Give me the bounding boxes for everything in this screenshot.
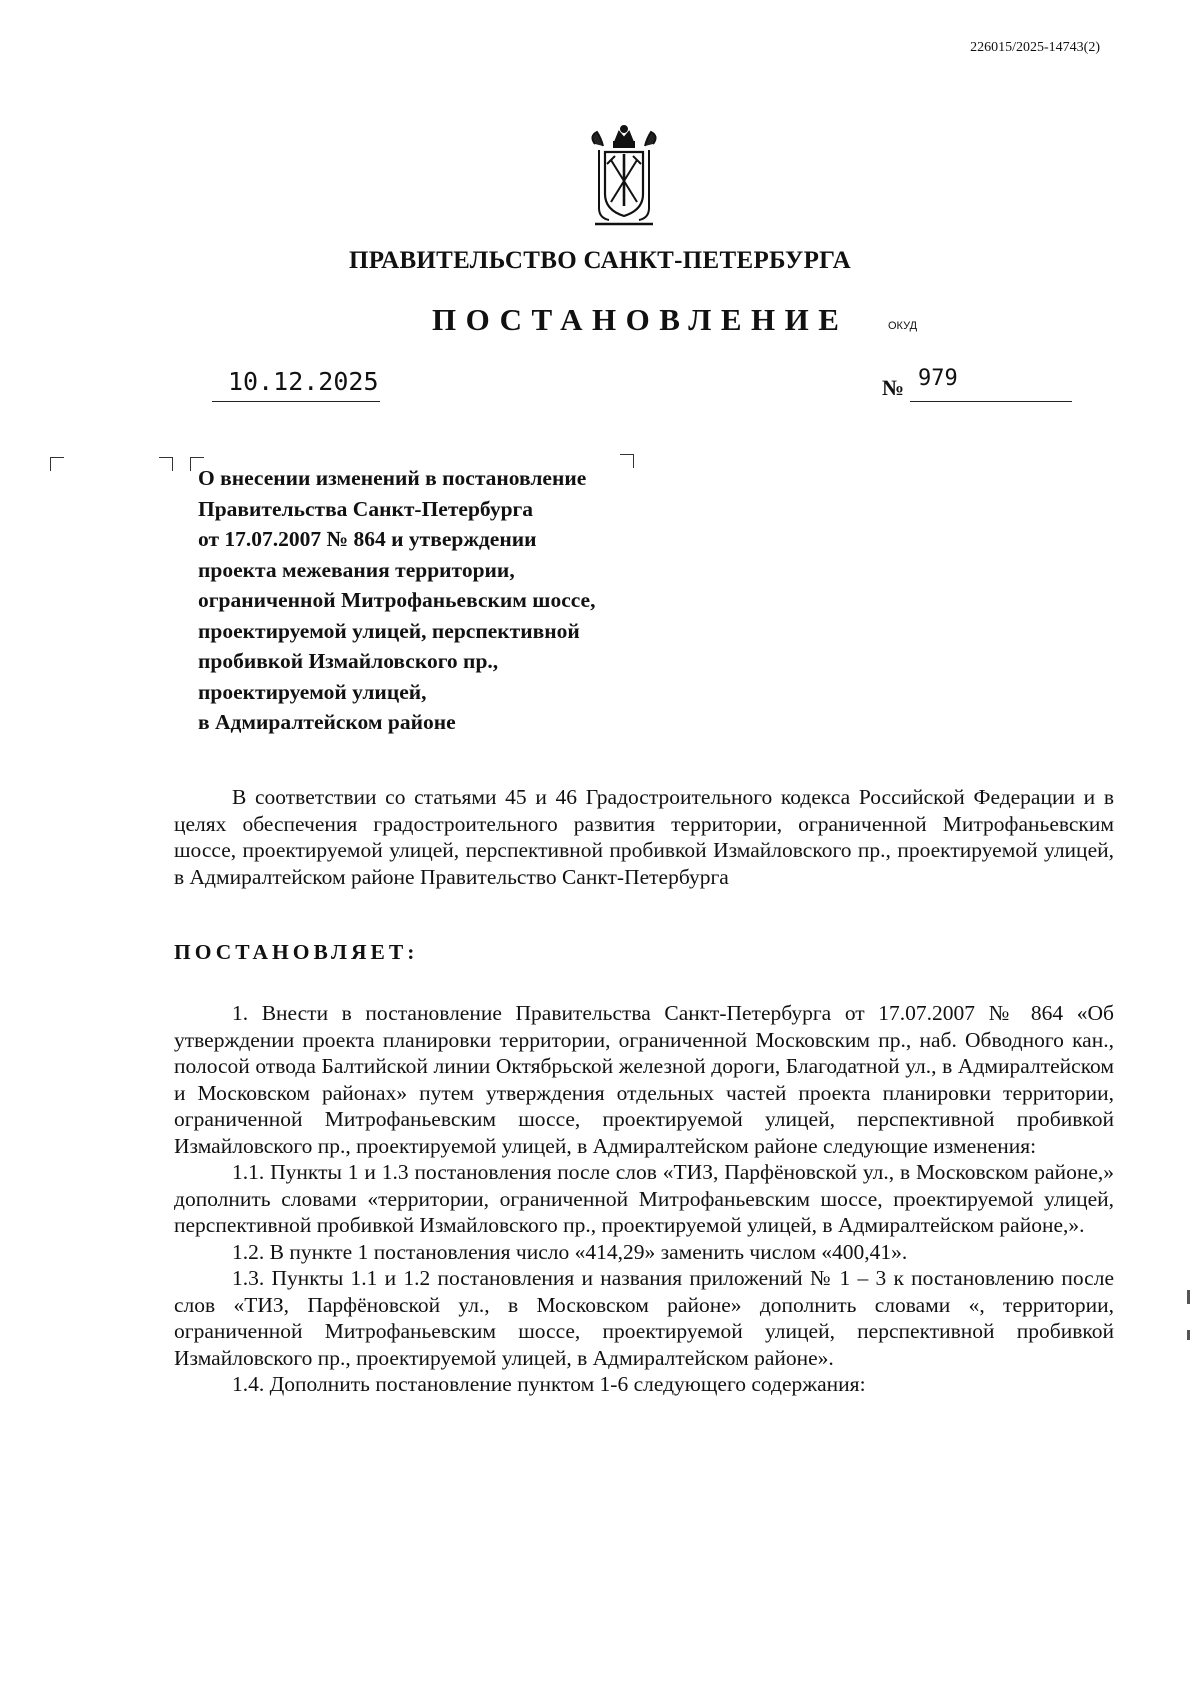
subject-line: проекта межевания территории, — [198, 557, 515, 582]
subject-line: от 17.07.2007 № 864 и утверждении — [198, 527, 537, 551]
document-date: 10.12.2025 — [228, 367, 379, 396]
decree-item: 1.3. Пункты 1.1 и 1.2 постановления и названия приложений № 1 – 3 к постановлению после слов «ТИЗ, Парфёновской ул., в Московском районе» дополнить словами «, территории, ограниченной Митрофаньевским шоссе, проектируемой улицей, перспективной пробивкой Измайловского пр., проектируемой улицей, в Адмиралтейском районе». — [174, 1266, 1114, 1370]
decree-item: 1. Внести в постановление Правительства Санкт-Петербурга от 17.07.2007 № 864 «Об утверждении проекта планировки территории, ограниченной Московским пр., наб. Обводного кан., полосой отвода Балтийской линии Октябрьской железной дороги, Благодатной ул., в Адмиралтейском и Московском районах» путем утверждения отдельных частей проекта планировки территории, ограниченной Митрофаньевским шоссе, проектируемой улицей, перспективной пробивкой Измайловского пр., проектируемой улицей, в Адмиралтейском районе следующие изменения: — [174, 1001, 1114, 1158]
document-type: ПОСТАНОВЛЕНИЕ — [432, 302, 849, 337]
scan-mark — [1187, 1330, 1190, 1340]
subject-line: О внесении изменений в постановление — [198, 466, 587, 490]
corner-mark — [159, 457, 173, 471]
date-underline — [212, 401, 380, 402]
subject-line: проектируемой улицей, перспективной — [198, 618, 580, 643]
scan-mark — [1187, 1290, 1190, 1304]
number-underline — [910, 401, 1072, 402]
issuing-authority: ПРАВИТЕЛЬСТВО САНКТ-ПЕТЕРБУРГА — [348, 247, 852, 274]
subject-line: в Адмиралтейском районе — [198, 710, 456, 734]
subject-line: проектируемой улицей, — [198, 679, 427, 704]
decree-items — [174, 1000, 1114, 1398]
subject-line: ограниченной Митрофаньевским шоссе, — [198, 588, 596, 612]
document-number: 979 — [918, 366, 958, 391]
decree-item: 1.1. Пункты 1 и 1.3 постановления после слов «ТИЗ, Парфёновской ул., в Московском районе,» дополнить словами «территории, ограниченной Митрофаньевским шоссе, проектируемой улицей, перспективной пробивкой Измайловского пр., проектируемой улицей, в Адмиралтейском районе,». — [174, 1160, 1114, 1237]
coat-of-arms-icon — [585, 124, 663, 232]
subject-line: пробивкой Измайловского пр., — [198, 649, 499, 673]
decree-item: 1.2. В пункте 1 постановления число «414,29» заменить числом «400,41». — [232, 1239, 908, 1264]
number-sign: № — [882, 375, 905, 400]
document-subject — [198, 463, 668, 738]
subject-line: Правительства Санкт-Петербурга — [198, 496, 534, 521]
okud-label: ОКУД — [888, 320, 918, 332]
corner-mark — [50, 457, 64, 471]
decrees-heading: ПОСТАНОВЛЯЕТ: — [174, 940, 419, 964]
registration-number: 226015/2025-14743(2) — [970, 40, 1100, 55]
decree-item: 1.4. Дополнить постановление пунктом 1-6 следующего содержания: — [232, 1372, 866, 1396]
preamble-paragraph: В соответствии со статьями 45 и 46 Градостроительного кодекса Российской Федерации и в целях обеспечения градостроительного развития территории, ограниченной Митрофаньевским шоссе, проектируемой улицей, перспективной пробивкой Измайловского пр., проектируемой улицей, в Адмиралтейском районе Правительство Санкт-Петербурга — [174, 785, 1114, 889]
